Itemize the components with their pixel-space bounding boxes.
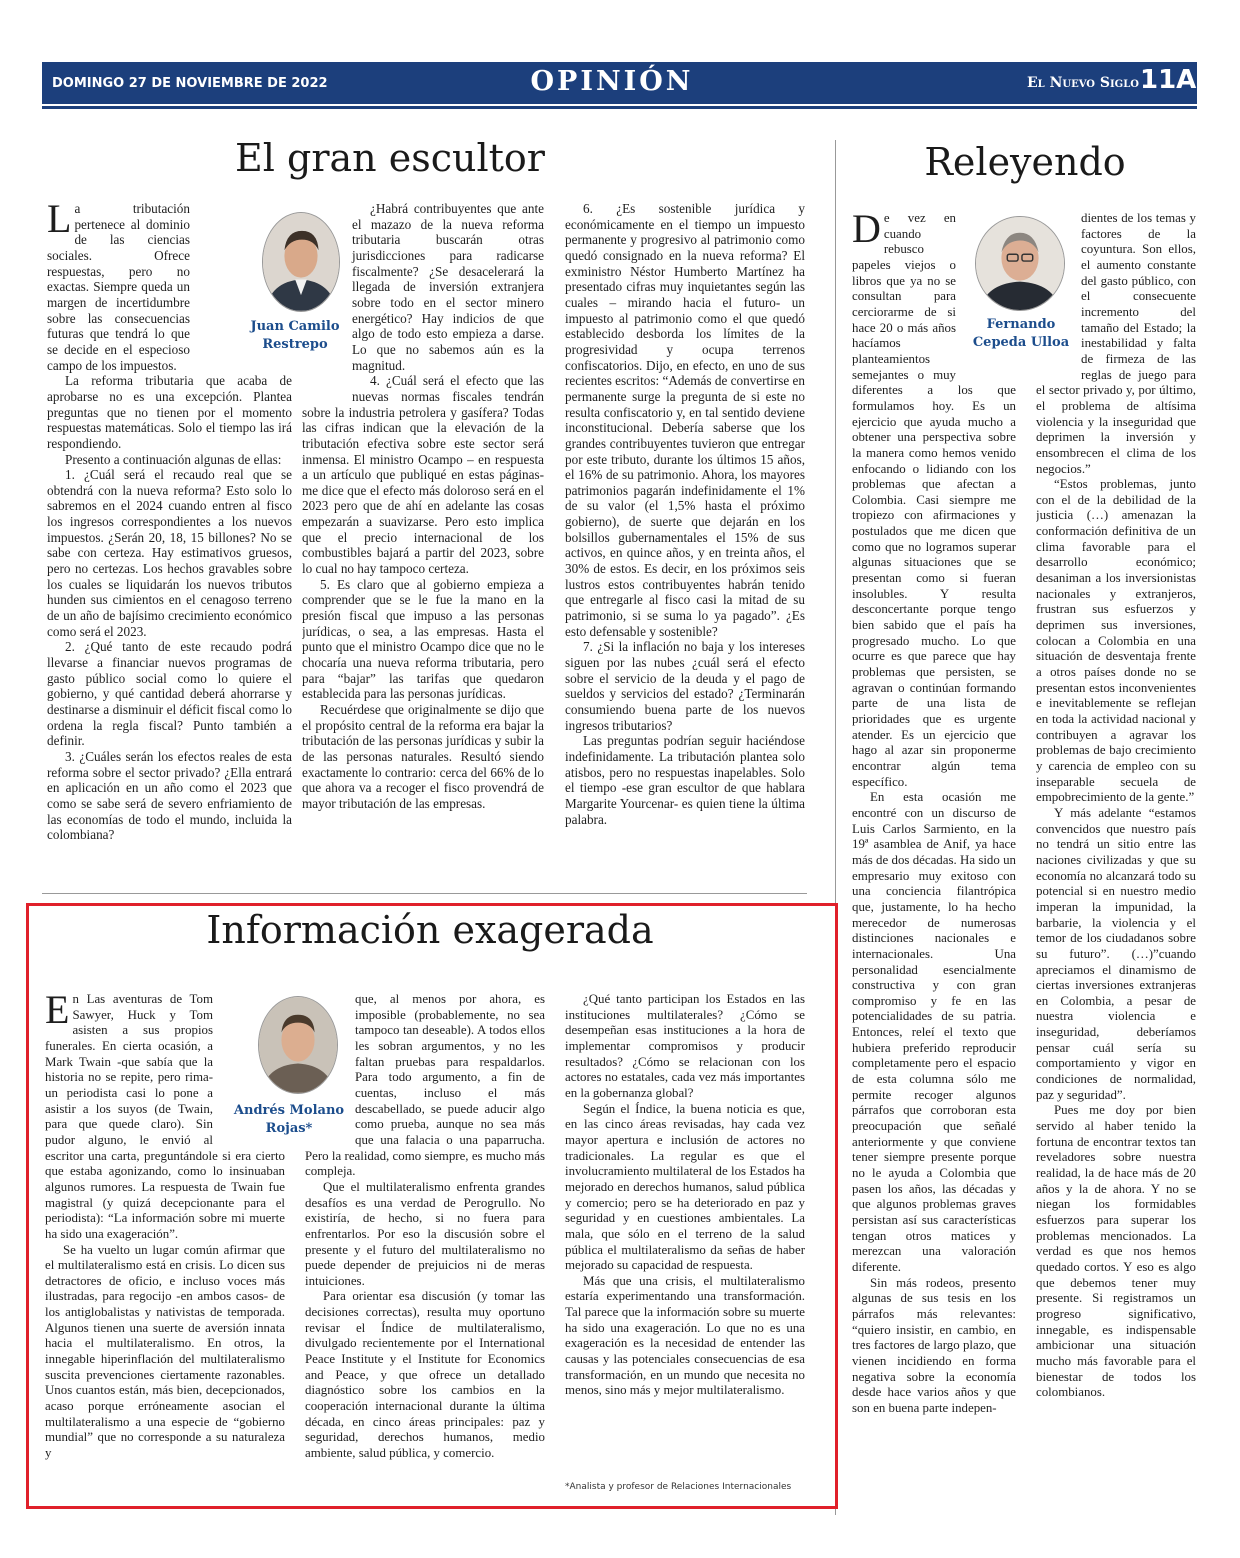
article2-paragraph: En Las aventuras de Tom Sawyer, Huck y Tom asisten a sus propios funerales. En cierta ocasión, a Mark Twain -que sabía que la historia no se repite, pero rima- un periodista casi lo pone a asistir a los suyos (de Twain, para que quede claro). Sin pudor alguno, le envió al escritor una carta, preguntándole si era cierto que estaba agonizando, como lo insinuaban algunos rumores. La respuesta de Twain fue magistral (y quizá decepcionante para el periodista): “La información sobre mi muerte ha sido una exageración”. [45,992,285,1241]
header-section: OPINIÓN [530,66,694,97]
article-title-releyendo: Releyendo [924,140,1126,184]
author-footnote: *Analista y profesor de Relaciones Internacionales [565,1482,792,1492]
page-header [42,62,1197,117]
article1-paragraph: 6. ¿Es sostenible jurídica y económicamente en el tiempo un impuesto permanente y progresivo al patrimonio como quedó consignado en la nueva reforma? El exministro Néstor Humberto Martínez ha presentado cifras muy inquietantes según las cuales – mirando hacia el futuro- un impuesto al patrimonio como el que quedó establecido desborda los límites de la progresividad y ocupa terrenos confiscatorios. Dijo, en efecto, en uno de sus recientes escritos: “Además de convertirse en permanente surge la pregunta de si este no resulta confiscatorio y, en tal sentido deviene inconstitucional. Debería saberse que los grandes contribuyentes tuvieron que entregar por este tributo, durante los últimos 15 años, el 16% de su patrimonio. Ahora, los mayores patrimonios pagarán indefinidamente el 1% de su valor (el 1,5% hasta el próximo gobierno), de suerte que dejarán en los bolsillos gubernamentales el 15% de sus activos, en quince años, y en treinta años, el 30% de estos. Es decir, en los próximos seis lustros estos contribuyentes habrán tenido que entregarle al fisco casi la mitad de su patrimonio, si se suma lo ya pagado”. ¿Es esto defensable y sostenible? [565,201,805,639]
article2-column-3 [565,992,805,1480]
article2-paragraph: Según el Índice, la buena noticia es que, en las cinco áreas revisadas, hay cada vez mayor apertura e inclusión de actores no tradicionales. La regular es que el involucramiento multilateral de los Estados ha mejorado en derechos humanos, salud pública y comercio; pero se ha deteriorado en paz y seguridad y en cuestiones ambientales. La mala, que sólo en el terreno de la salud pública el multilateralismo da señas de haber mejorado su capacidad de respuesta. [565,1101,805,1273]
header-date: DOMINGO 27 DE NOVIEMBRE DE 2022 [52,76,328,91]
article1-paragraph: 1. ¿Cuál será el recaudo real que se obtendrá con la nueva reforma? Esto solo lo sabremos en el 2024 cuando entren al fisco los ingresos correspondientes a los nuevos impuestos. ¿Serán 20, 18, 15 billones? No se sabe con certeza. Hay estimativos gruesos, pero no certezas. Los hechos gravables sobre los cuales se liquidarán los nuevos tributos hunden sus cimientos en el cenagoso terreno de un año de bajísimo crecimiento económico como será el 2023. [47,467,292,639]
article1-paragraph: La tributación pertenece al dominio de las ciencias sociales. Ofrece respuestas, pero no exactas. Siempre queda un margen de incertidumbre sobre las consecuencias futuras que tendrá lo que se decide en el especioso campo de los impuestos. [47,201,190,373]
article3-column-2 [1036,211,1196,1501]
article2-paragraph: Para orientar esa discusión (y tomar las decisiones correctas), resulta muy oportuno revisar el Índice de multilateralismo, divulgado recientemente por el International Peace Institute y el Institute for Economics and Peace, y que ofrece un detallado diagnóstico sobre los cambios en la cooperación internacional durante la última década, en cinco áreas principales: paz y seguridad, derechos humanos, medio ambiente, salud pública, y comercio. [305,1289,545,1461]
article3-paragraph: De vez en cuando rebusco papeles viejos o libros que ya no se consultan para cerciorarme de si hace 20 o más años hacíamos planteamientos semejantes o muy diferentes a los que formulamos hoy. Es un ejercicio que ayuda mucho a obtener una perspectiva sobre la manera como hemos venido enfocando o lidiando con los problemas que afectan a Colombia. Casi siempre me tropiezo con afirmaciones y postulados que me dicen que como que no logramos superar algunas situaciones que se presentan como si fueran insolubles. Y resulta desconcertante porque tengo bien sabido que el país ha progresado mucho. Lo que ocurre es que parece que hay problemas que persisten, se agravan o continúan formando parte de una lista de prioridades que es urgente atender. Es un ejercicio que hago al azar sin proponerme encontrar algún tema específico. [852,211,1016,789]
article-title-informacion-exagerada: Información exagerada [206,908,654,952]
drop-cap: E [45,992,70,1032]
header-paper-name: El Nuevo Siglo [1027,75,1139,91]
header-underline [42,106,1197,109]
article2-column-1 [45,992,285,1497]
article3-paragraph: “Estos problemas, junto con el de la debilidad de la justicia (…) amenazan la conformación definitiva de un clima favorable para el desarrollo económico; desaniman a los inversionistas nacionales y extranjeros, frustran sus esfuerzos y deprimen sus inversiones, colocan a Colombia en una situación de desventaja frente a otros países donde no se presentan estos inconvenientes e inevitablemente se reflejan en toda la actividad nacional y contribuyen a agravar los problemas de bajo crecimiento y carencia de empleo con su inseparable secuela de empobrecimiento de la gente.” [1036,477,1196,805]
drop-cap: L [47,201,72,241]
article1-column-3 [565,201,805,873]
article3-paragraph: Y más adelante “estamos convencidos que nuestro país no tendrá un sitio entre las naciones civilizadas y que su economía no alcanzará todo su potencial si en nuestro medio imperan la impunidad, la barbarie, la violencia y el temor de los ciudadanos sobre su futuro”. (…)”cuando apreciamos el dinamismo de ciertas inversiones extranjeras en Colombia, a pesar de nuestra violencia e inseguridad, deberíamos pensar cuál sería su comportamiento y vigor en condiciones de normalidad, paz y seguridad”. [1036,805,1196,1102]
header-page-number: 11A [1140,65,1197,95]
article1-paragraph: ¿Habrá contribuyentes que ante el mazazo de la nueva reforma tributaria buscarán otras jurisdicciones para radicarse fiscalmente? ¿Se desacelerará la llegada de inversión extranjera sobre todo en el sector minero energético? Hay indicios de que algo de todo esto empieza a darse. Lo que no sabemos aún es la magnitud. [352,201,544,373]
drop-cap: D [852,211,881,251]
article1-column-2 [302,201,544,873]
article2-column-2 [305,992,545,1497]
author-photo-spacer [302,201,352,389]
author-name-andres-molano-rojas: Andrés Molano Rojas* [233,1103,345,1136]
article3-paragraph: dientes de los temas y factores de la coyuntura. Son ellos, el aumento constante del gasto público, con el consecuente incremento del tamaño del Estado; la inestabilidad y falta de firmeza de las reglas de juego para el sector privado y, por último, el problema de altísima violencia y la inseguridad que deprimen la inversión y ensombrecen el clima de los negocios.” [1036,211,1196,476]
article1-paragraph: 3. ¿Cuáles serán los efectos reales de esta reforma sobre el sector privado? ¿Ella entrará en aplicación en un año como el 2023 que como se sabe será de severo enfriamiento de las economías de todo el mundo, incluida la colombiana? [47,748,292,843]
article1-column-1 [47,201,292,873]
article2-paragraph: que, al menos por ahora, es imposible (probablemente, no sea tampoco tan deseable). A todos ellos les sobran argumentos, y no les faltan pruebas para respaldarlos. Para todo argumento, a fin de cuentas, incluso el más descabellado, se puede aducir algo como prueba, aunque no sea más que una falacia o una paparrucha. Pero la realidad, como siempre, es mucho más compleja. [305,992,545,1179]
article2-paragraph: Que el multilateralismo enfrenta grandes desafíos es una verdad de Perogrullo. No existiría, de hecho, si no fuera para enfrentarlos. Por eso la discusión sobre el presente y el futuro del multilateralismo no puede depender de prejuicios ni de meras intuiciones. [305,1179,545,1288]
author-name-fernando-cepeda-ulloa: Fernando Cepeda Ulloa [972,317,1070,350]
article-divider-horizontal [42,893,807,894]
author-photo-spacer [305,992,355,1142]
article1-paragraph: 5. Es claro que al gobierno empieza a comprender que se le fue la mano en la presión fiscal que impuso a las personas jurídicas, o sea, a las empresas. Hasta el punto que el ministro Ocampo dice que no le chocaría una nueva reforma tributaria, pero para “bajar” las tarifas que quedaron establecida para las personas jurídicas. [302,576,544,702]
article3-paragraph: Sin más rodeos, presento algunas de sus tesis en los párrafos más relevantes: “quiero insistir, en cambio, en tres factores de largo plazo, que vienen incidiendo en forma negativa sobre la economía desde hace varios años y que son en buena parte indepen- [852,1275,1016,1415]
article3-column-1 [852,211,1016,1501]
article3-paragraph: En esta ocasión me encontré con un discurso de Luis Carlos Sarmiento, en la 19ª asamblea de Anif, ya hace más de dos décadas. Ha sido un empresario muy exitoso con una conciencia filantrópica que, justamente, lo ha hecho merecedor de numerosas distinciones nacionales e internacionales. Una personalidad esencialmente constructiva y con gran compromiso y fe en las potencialidades de su patria. Entonces, releí el texto que hubiera preferido reproducir completamente pero el espacio de esta columna sólo me permite recoger algunos párrafos que corroboran esta preocupación que señalé anteriormente y que conviene tener siempre presente porque no le ayuda a Colombia que pasen los años, las décadas y que algunos problemas graves persistan así sus características tengan otros matices y merezcan una valoración diferente. [852,790,1016,1274]
article2-paragraph: Se ha vuelto un lugar común afirmar que el multilateralismo está en crisis. Lo dicen sus detractores de oficio, e incluso voces más ilustradas, para regocijo -en ambos casos- de los antiglobalistas y nativistas de temporada. Algunos tienen una suerte de aversión innata hacia el multilateralismo. En otros, la innegable hiperinflación del multilateralismo suscita prevenciones ciertamente razonables. Unos cuantos están, más bien, decepcionados, acaso porque erróneamente asocian el multilateralismo a una especie de “gobierno mundial” que no corresponde a su naturaleza y [45,1242,285,1461]
article1-paragraph: Recuérdese que originalmente se dijo que el propósito central de la reforma era bajar la tributación de las personas jurídicas y subir la de las personas naturales. Resultó siendo exactamente lo contrario: cerca del 66% de lo que ahora va a recoger el fisco provendrá de mayor tributación de las empresas. [302,702,544,811]
article1-paragraph: 4. ¿Cuál será el efecto que las nuevas normas fiscales tendrán sobre la industria petrolera y gasífera? Todas las cifras indican que la elevación de la tributación efectiva sobre este sector será inmensa. El ministro Ocampo – en respuesta a un artículo que publiqué en estas páginas- me dice que el efecto más doloroso será en el 2023 pero que de ahí en adelante las cosas empezarán a suavizarse. Pero esto implica que el precio internacional de los combustibles bajará a partir del 2023, sobre lo cual no hay tampoco certeza. [302,373,544,577]
article1-paragraph: Presento a continuación algunas de ellas: [65,451,282,467]
article1-paragraph: 7. ¿Si la inflación no baja y los intereses siguen por las nubes ¿cuál será el efecto sobre el servicio de la deuda y el pago de sueldos y servicios del estado? ¿Terminarán consumiendo buena parte de los nuevos ingresos tributarios? [565,639,805,733]
article-title-el-gran-escultor: El gran escultor [235,136,545,180]
author-name-juan-camilo-restrepo: Juan Camilo Restrepo [250,319,340,352]
article2-paragraph: Más que una crisis, el multilateralismo estaría experimentando una transformación. Tal parece que la información sobre su muerte ha sido una exageración. Lo que no es una exageración es la necesidad de entender las causas y las potenciales consecuencias de esa transformación, en un mundo que necesita no menos, sino más y mejor multilateralismo. [565,1273,805,1398]
article1-paragraph: La reforma tributaria que acaba de aprobarse no es una excepción. Plantea preguntas que no tienen por el momento respuestas matemáticas. Solo el tiempo las irá respondiendo. [47,373,292,451]
author-photo-spacer [1036,211,1081,371]
article1-paragraph: Las preguntas podrían seguir haciéndose indefinidamente. La tributación plantea solo atisbos, pero no respuestas inapelables. Solo el tiempo -ese gran escultor de que hablara Margarite Yourcenar- es quien tiene la última palabra. [565,733,805,827]
article1-paragraph: 2. ¿Qué tanto de este recaudo podrá llevarse a financiar nuevos programas de gasto público social como lo quiere el gobierno, y qué cantidad deberá ahorrarse y destinarse a disminuir el déficit fiscal como lo ordena la regla fiscal? Punto también a definir. [47,639,292,749]
article2-paragraph: ¿Qué tanto participan los Estados en las instituciones multilaterales? ¿Cómo se desempeñan esas instituciones a la hora de implementar compromisos y producir resultados? ¿Cómo se relacionan con los actores no estatales, cada vez más importantes en la gobernanza global? [565,992,805,1100]
article3-paragraph: Pues me doy por bien servido al haber tenido la fortuna de encontrar textos tan reveladores sobre nuestra realidad, la de hace más de 20 años y la de ahora. Y no se niegan los formidables esfuerzos para superar los problemas mencionados. La verdad es que nos hemos quedado cortos. Y eso es algo que debemos tener muy presente. Si registramos un progreso significativo, innegable, es indispensable ambicionar una situación mucho más favorable para el bienestar de todos los colombianos. [1036,1103,1196,1400]
